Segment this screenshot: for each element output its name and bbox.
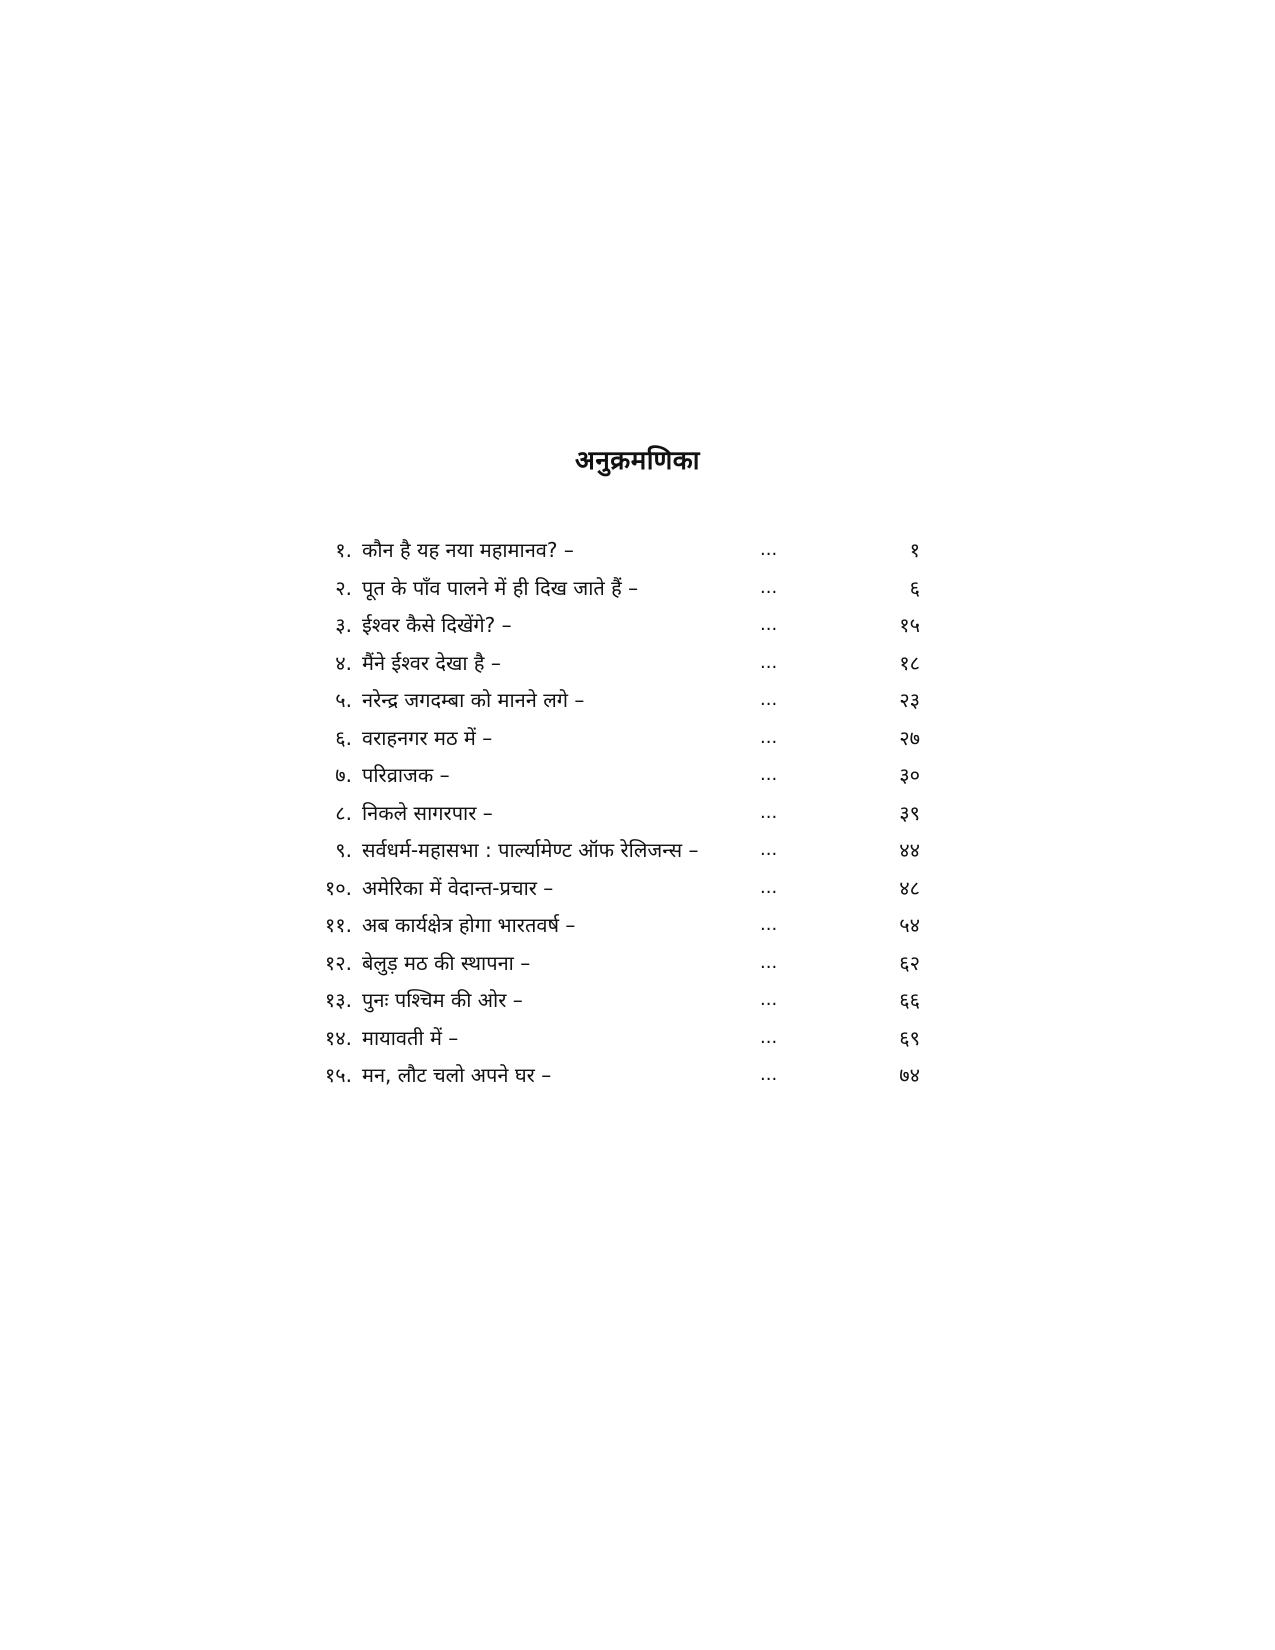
toc-entry-number: ११. <box>324 913 352 937</box>
toc-entry-number: १३. <box>324 988 352 1012</box>
toc-entry-title: मायावती में – <box>362 1025 459 1050</box>
toc-entry-leader: ... <box>760 726 778 748</box>
toc-entry-page: २७ <box>899 725 920 750</box>
toc-entry <box>300 535 920 573</box>
table-of-contents <box>300 535 920 1098</box>
toc-entry-title: बेलुड़ मठ की स्थापना – <box>362 950 531 975</box>
toc-entry-number: ५. <box>335 688 352 712</box>
toc-entry <box>300 798 920 836</box>
toc-entry-number: १२. <box>324 950 352 975</box>
toc-entry-number: ९. <box>335 838 352 862</box>
toc-entry-page: १ <box>909 538 920 562</box>
toc-entry <box>300 1060 920 1098</box>
toc-entry-leader: ... <box>760 1026 778 1048</box>
toc-entry-leader: ... <box>760 989 778 1010</box>
toc-entry-page: ४४ <box>899 838 920 862</box>
toc-entry <box>300 723 920 761</box>
toc-entry-leader: ... <box>760 576 778 598</box>
toc-entry-leader: ... <box>760 764 778 785</box>
toc-entry-title: वराहनगर मठ में – <box>362 725 493 750</box>
toc-entry-page: १८ <box>899 650 920 675</box>
toc-entry-number: ३. <box>335 613 352 637</box>
toc-entry <box>300 610 920 648</box>
toc-entry-leader: ... <box>760 801 778 823</box>
toc-entry-page: ६६ <box>899 988 920 1012</box>
toc-entry-leader: ... <box>760 614 778 635</box>
toc-entry-number: ४. <box>335 650 352 675</box>
toc-entry <box>300 1023 920 1061</box>
toc-entry-title: मैंने ईश्वर देखा है – <box>362 650 501 675</box>
toc-entry-title: निकले सागरपार – <box>362 800 493 825</box>
toc-entry-number: १. <box>335 538 352 562</box>
page-title: अनुक्रमणिका <box>574 446 701 476</box>
toc-entry-number: १४. <box>324 1025 352 1050</box>
toc-entry-leader: ... <box>760 914 778 935</box>
toc-entry-leader: ... <box>760 689 778 710</box>
toc-entry-page: २३ <box>899 688 920 712</box>
toc-entry-title: परिव्राजक – <box>362 763 450 787</box>
toc-entry-number: ८. <box>335 800 352 825</box>
toc-entry-page: ५४ <box>899 913 920 937</box>
toc-entry-page: ३० <box>899 763 920 787</box>
toc-entry-leader: ... <box>760 876 778 898</box>
toc-entry-title: नरेन्द्र जगदम्बा को मानने लगे – <box>362 688 585 712</box>
toc-entry <box>300 835 920 873</box>
toc-entry-title: पूत के पाँव पालने में ही दिख जाते हैं – <box>362 575 639 600</box>
toc-entry-page: ६ <box>909 575 920 600</box>
toc-entry-page: ६२ <box>899 950 920 975</box>
toc-entry-title: अमेरिका में वेदान्त-प्रचार – <box>362 875 554 900</box>
toc-entry-title: ईश्वर कैसे दिखेंगे? – <box>362 613 512 637</box>
toc-entry-leader: ... <box>760 839 778 860</box>
toc-entry-leader: ... <box>760 651 778 673</box>
toc-entry <box>300 948 920 986</box>
toc-entry-page: ७४ <box>899 1063 920 1087</box>
toc-entry-number: १५. <box>324 1063 352 1087</box>
toc-entry-title: कौन है यह नया महामानव? – <box>362 538 574 562</box>
toc-entry <box>300 985 920 1023</box>
toc-entry <box>300 760 920 798</box>
toc-entry-title: अब कार्यक्षेत्र होगा भारतवर्ष – <box>362 913 576 937</box>
toc-entry-leader: ... <box>760 1064 778 1085</box>
toc-entry <box>300 648 920 686</box>
toc-entry-number: १०. <box>324 875 352 900</box>
toc-entry-page: ६९ <box>899 1025 920 1050</box>
toc-entry-page: १५ <box>899 613 920 637</box>
toc-entry-leader: ... <box>760 539 778 560</box>
toc-entry-number: ६. <box>335 725 352 750</box>
toc-entry <box>300 685 920 723</box>
toc-entry-page: ४८ <box>899 875 920 900</box>
toc-entry-page: ३९ <box>899 800 920 825</box>
toc-entry-number: २. <box>335 575 352 600</box>
toc-entry <box>300 573 920 611</box>
toc-entry-title: पुनः पश्चिम की ओर – <box>362 988 523 1012</box>
toc-entry-number: ७. <box>335 763 352 787</box>
toc-entry <box>300 910 920 948</box>
toc-entry-title: मन, लौट चलो अपने घर – <box>362 1063 552 1087</box>
toc-entry-title: सर्वधर्म-महासभा : पार्ल्यामेण्ट ऑफ रेलिजन्स – <box>362 838 699 862</box>
toc-entry-leader: ... <box>760 951 778 973</box>
toc-entry <box>300 873 920 911</box>
